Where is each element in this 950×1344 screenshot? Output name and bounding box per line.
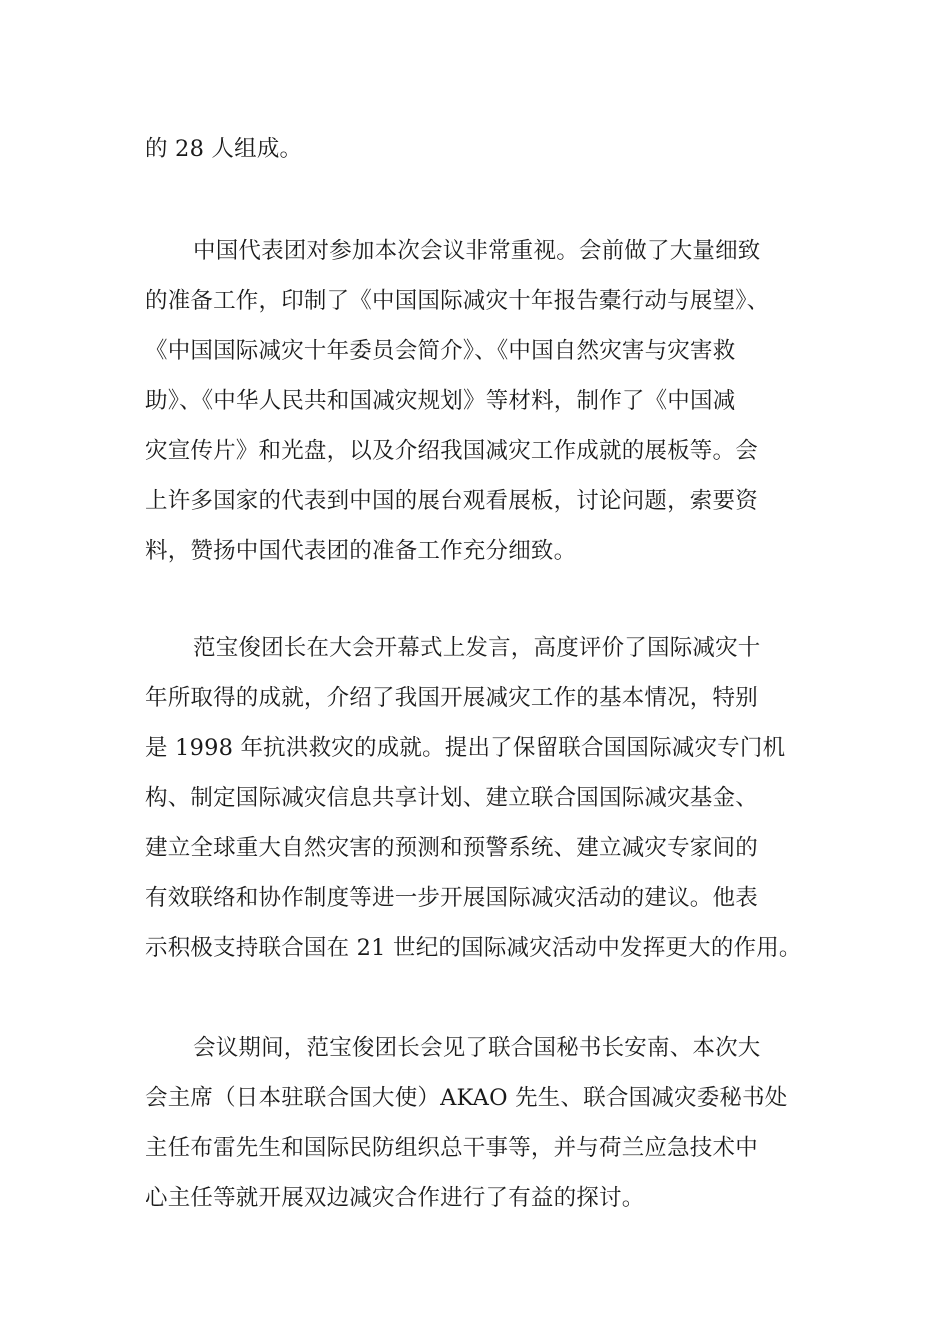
paragraph-2-line-7: 料，赞扬中国代表团的准备工作充分细致。 [145,538,577,564]
paragraph-3-line-6: 有效联络和协作制度等进一步开展国际减灾活动的建议。他表 [145,885,758,911]
paragraph-2-line-2: 的准备工作，印制了《中国国际减灾十年报告橐行动与展望》、 [145,288,770,314]
paragraph-2-line-5: 灾宣传片》和光盘，以及介绍我国减灾工作成就的展板等。会 [145,438,758,464]
paragraph-4-line-2: 会主席（日本驻联合国大使）AKAO 先生、联合国减灾委秘书处 [145,1085,788,1111]
paragraph-4-line-1: 会议期间，范宝俊团长会见了联合国秘书长安南、本次大 [193,1035,761,1061]
paragraph-3-line-4: 构、制定国际减灾信息共享计划、建立联合国国际减灾基金、 [145,785,758,811]
paragraph-3-line-7: 示积极支持联合国在 21 世纪的国际减灾活动中发挥更大的作用。 [145,935,802,961]
paragraph-4-line-4: 心主任等就开展双边减灾合作进行了有益的探讨。 [145,1185,645,1211]
paragraph-3-line-2: 年所取得的成就，介绍了我国开展减灾工作的基本情况，特别 [145,685,758,711]
paragraph-2-line-3: 《中国国际减灾十年委员会简介》、《中国自然灾害与灾害救 [145,338,736,364]
paragraph-2-line-4: 助》、《中华人民共和国减灾规划》等材料，制作了《中国减 [145,388,736,414]
paragraph-4-line-3: 主任布雷先生和国际民防组织总干事等，并与荷兰应急技术中 [145,1135,758,1161]
paragraph-3-line-3: 是 1998 年抗洪救灾的成就。提出了保留联合国国际减灾专门机 [145,735,786,761]
paragraph-3-line-1: 范宝俊团长在大会开幕式上发言，高度评价了国际减灾十 [193,635,761,661]
paragraph-3-line-5: 建立全球重大自然灾害的预测和预警系统、建立减灾专家间的 [145,835,758,861]
paragraph-1-line-1: 的 28 人组成。 [145,136,303,162]
paragraph-2-line-6: 上许多国家的代表到中国的展台观看展板，讨论问题，索要资 [145,488,758,514]
paragraph-2-line-1: 中国代表团对参加本次会议非常重视。会前做了大量细致 [193,238,761,264]
